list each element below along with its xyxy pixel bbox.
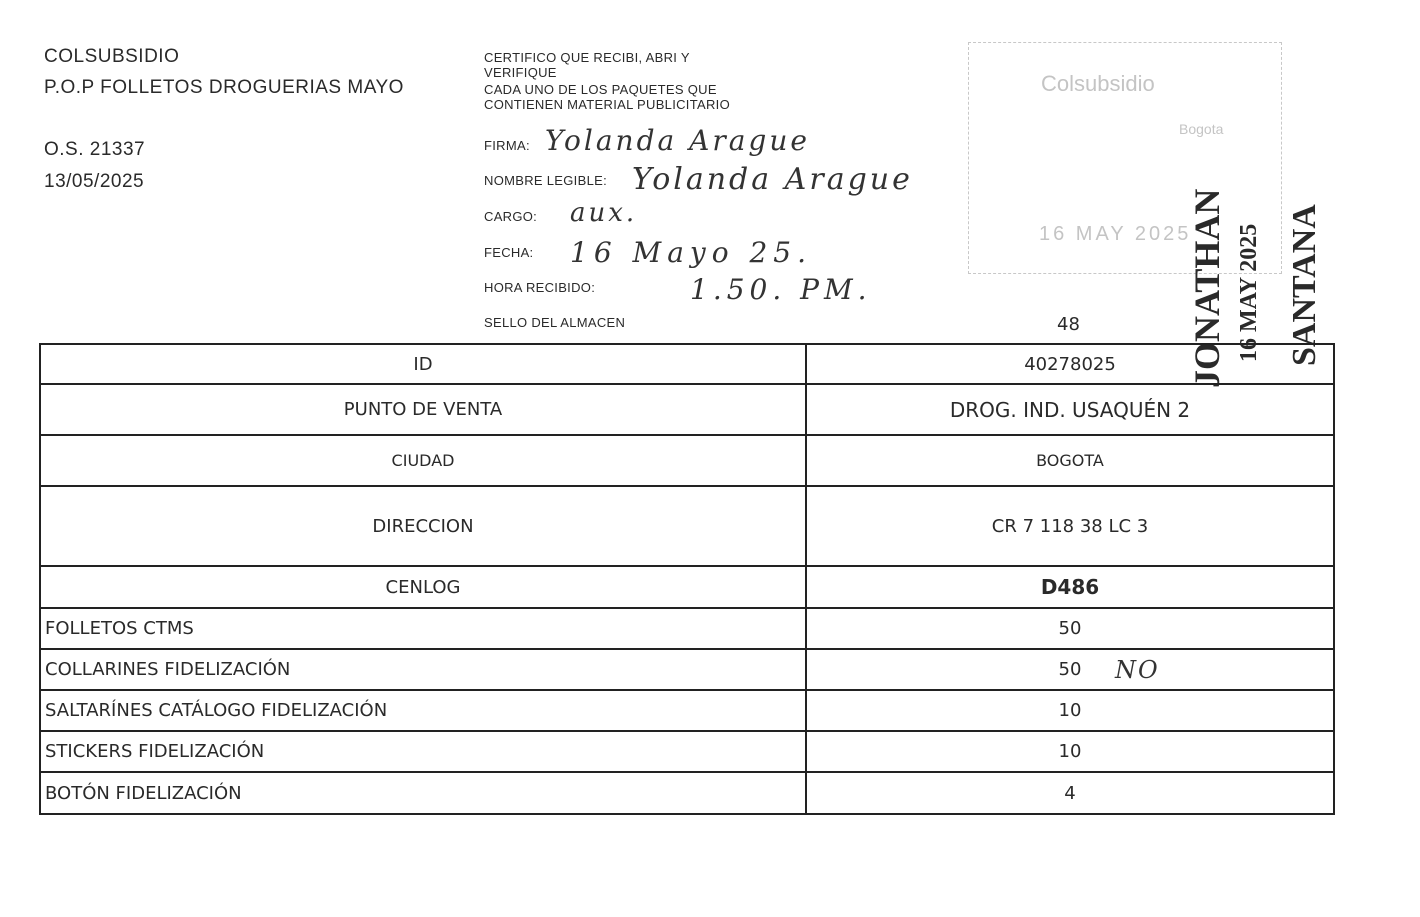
box-number: 48: [1057, 314, 1080, 335]
row-value: DROG. IND. USAQUÉN 2: [806, 384, 1334, 435]
certificate-line: CADA UNO DE LOS PAQUETES QUE: [484, 82, 717, 97]
stamp-line: Colsubsidio: [1041, 71, 1155, 96]
firma-signature: Yolanda Arague: [545, 124, 810, 157]
sello-label: SELLO DEL ALMACEN: [484, 315, 626, 330]
warehouse-stamp: [968, 42, 1282, 274]
row-label: PUNTO DE VENTA: [40, 384, 806, 435]
cargo-value: aux.: [570, 198, 638, 228]
table-row: [40, 608, 1334, 649]
table-row: [40, 566, 1334, 608]
row-label: CIUDAD: [40, 435, 806, 486]
table-row: [40, 690, 1334, 731]
row-value-cell: [806, 649, 1334, 690]
delivery-table: [39, 343, 1335, 815]
hora-label: HORA RECIBIDO:: [484, 280, 596, 295]
handwritten-note: NO: [1115, 656, 1160, 684]
row-value: 10: [806, 690, 1334, 731]
hora-value: 1.50. PM.: [690, 273, 872, 306]
stamp-line: 16 MAY 2025: [1039, 223, 1192, 245]
row-label: STICKERS FIDELIZACIÓN: [40, 731, 806, 772]
certificate-text: [484, 49, 730, 113]
firma-label: FIRMA:: [484, 138, 530, 153]
row-value: D486: [806, 566, 1334, 608]
row-label: FOLLETOS CTMS: [40, 608, 806, 649]
table-row: [40, 344, 1334, 384]
row-label: SALTARÍNES CATÁLOGO FIDELIZACIÓN: [40, 690, 806, 731]
row-label: COLLARINES FIDELIZACIÓN: [40, 649, 806, 690]
row-value: 50: [1058, 659, 1082, 680]
cargo-label: CARGO:: [484, 209, 538, 224]
row-value: 50: [806, 608, 1334, 649]
table-row: [40, 772, 1334, 814]
row-label: ID: [40, 344, 806, 384]
row-value: CR 7 118 38 LC 3: [806, 486, 1334, 566]
stamp-line: Bogota: [1179, 121, 1224, 137]
table-row: [40, 384, 1334, 435]
stamp-name-jonathan: JONATHAN: [1187, 188, 1227, 388]
row-value: BOGOTA: [806, 435, 1334, 486]
order-number: O.S. 21337: [44, 139, 146, 160]
row-value: 40278025: [806, 344, 1334, 384]
row-label: BOTÓN FIDELIZACIÓN: [40, 772, 806, 814]
nombre-label: NOMBRE LEGIBLE:: [484, 173, 607, 188]
stamp-name-santana: SANTANA: [1286, 204, 1323, 366]
row-label: CENLOG: [40, 566, 806, 608]
certificate-line: CONTIENEN MATERIAL PUBLICITARIO: [484, 97, 730, 112]
certificate-line: VERIFIQUE: [484, 65, 557, 80]
fecha-label: FECHA:: [484, 245, 534, 260]
table-row: [40, 435, 1334, 486]
document-subject: P.O.P FOLLETOS DROGUERIAS MAYO: [44, 77, 404, 98]
fecha-value: 16 Mayo 25.: [570, 236, 812, 269]
table-row: [40, 649, 1334, 690]
table-row: [40, 486, 1334, 566]
document-date: 13/05/2025: [44, 171, 145, 192]
row-value: 10: [806, 731, 1334, 772]
nombre-value: Yolanda Arague: [632, 162, 913, 197]
row-label: DIRECCION: [40, 486, 806, 566]
table-row: [40, 731, 1334, 772]
row-value: 4: [806, 772, 1334, 814]
company-name: COLSUBSIDIO: [44, 46, 180, 67]
certificate-line: CERTIFICO QUE RECIBI, ABRI Y: [484, 50, 690, 65]
stamp-date: 16 MAY 2025: [1236, 223, 1262, 362]
